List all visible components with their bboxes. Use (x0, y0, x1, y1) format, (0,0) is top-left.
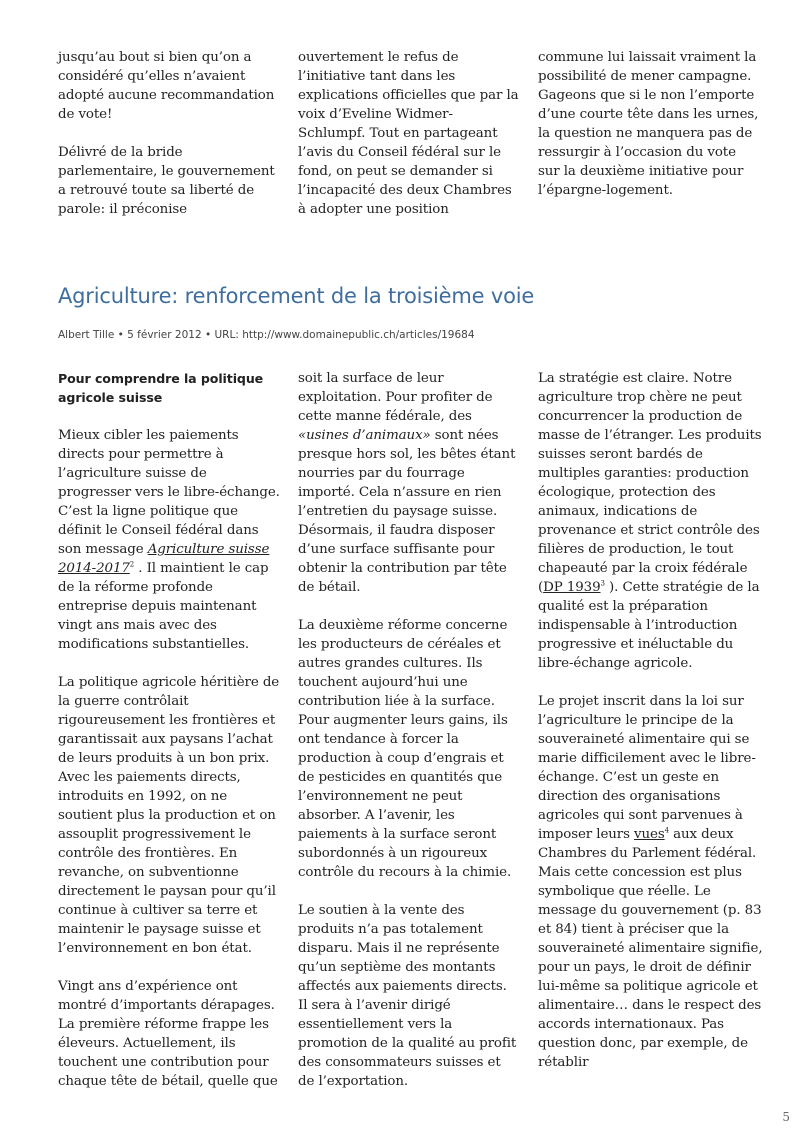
article-column-3 (538, 369, 764, 1072)
carryover-column-3 (538, 48, 760, 200)
article-title: Agriculture: renforcement de la troisième voie (58, 284, 535, 308)
page-number: 5 (782, 1110, 790, 1124)
article-column-2 (298, 369, 520, 1091)
carryover-column-2 (298, 48, 520, 219)
emphasis-text: «usines d’animaux» (298, 428, 431, 443)
article-paragraph: La politique agricole héritière de la guerre contrôlait rigoureusement les frontières et garantissait aux paysans l’achat de leurs produits à un bon prix. Avec les paiements directs, introduits en 1992, on ne soutient plus la production et on assouplit progressivement le contrôle des frontières. En revanche, on subventionne directement le paysan pour qu’il continue à cultiver sa terre et maintenir le paysage suisse et l’environnement en bon état. (58, 675, 280, 956)
carryover-paragraph: commune lui laissait vraiment la possibilité de mener campagne. Gageons que si le non l’emporte d’une courte tête dans les urnes, la question ne manquera pas de ressurgir à l’occasion du vote sur la deuxième initiative pour l’épargne-logement. (538, 50, 759, 198)
article-paragraph (58, 426, 280, 654)
carryover-column-1 (58, 48, 280, 219)
article-paragraph: Le soutien à la vente des produits n’a pas totalement disparu. Mais il ne représente qu’un septième des montants affectés aux paiements directs. Il sera à l’avenir dirigé essentiellement vers la promotion de la qualité au profit des consommateurs suisses et de l’exportation. (298, 903, 517, 1089)
article-paragraph (298, 369, 520, 597)
text-run: Le projet inscrit dans la loi sur l’agriculture le principe de la souveraineté alimentaire qui se marie difficilement avec le libre-échange. C’est un geste en direction des organisations agricoles qui sont parvenues à imposer leurs (538, 694, 756, 842)
article-column-1 (58, 369, 280, 1091)
carryover-paragraph: Délivré de la bride parlementaire, le gouvernement a retrouvé toute sa liberté de parole: il préconise (58, 145, 275, 217)
link-text: Agriculture suisse 2014-2017 (58, 542, 270, 576)
footnote-marker: 2 (129, 560, 135, 569)
text-run: Mieux cibler les paiements directs pour permettre à l’agriculture suisse de progresser vers le libre-échange. C’est la ligne politique que définit le Conseil fédéral dans son message (58, 428, 280, 557)
footnote-marker: 3 (600, 579, 605, 588)
article-paragraph (538, 692, 764, 1072)
carryover-paragraph: jusqu’au bout si bien qu’on a considéré qu’elles n’avaient adopté aucune recommandation de vote! (58, 50, 275, 122)
article-byline: Albert Tille • 5 février 2012 • URL: http://www.domainepublic.ch/articles/19684 (58, 329, 475, 341)
article-paragraph (538, 369, 764, 673)
text-run: La stratégie est claire. Notre agriculture trop chère ne peut concurrencer la production de masse de l’étranger. Les produits suisses seront bardés de multiples garanties: production écologique, protection des animaux, indications de provenance et strict contrôle des filières de production, le tout chapeauté par la croix fédérale ( (538, 371, 762, 595)
article-paragraph: Vingt ans d’expérience ont montré d’importants dérapages. La première réforme frappe les éleveurs. Actuellement, ils touchent une contribution pour chaque tête de bétail, quelle que (58, 979, 278, 1089)
text-run: soit la surface de leur exploitation. Pour profiter de cette manne fédérale, des (298, 371, 493, 424)
vues-link[interactable]: vues (634, 827, 665, 842)
dp-1939-link[interactable]: DP 1939 (543, 580, 601, 595)
footnote-marker: 4 (664, 826, 669, 835)
text-run: . Il maintient le cap de la réforme profonde entreprise depuis maintenant vingt ans mais avec des modifications substantielles. (58, 561, 269, 652)
section-subhead: Pour comprendre la politique agricole suisse (58, 371, 264, 405)
text-run: ). Cette stratégie de la qualité est la préparation indispensable à l’introduction progressive et inéluctable du libre-échange agricole. (538, 580, 760, 671)
carryover-paragraph: ouvertement le refus de l’initiative tant dans les explications officielles que par la voix d’Eveline Widmer-Schlumpf. Tout en partageant l’avis du Conseil fédéral sur le fond, on peut se demander si l’incapacité des deux Chambres à adopter une position (298, 50, 519, 217)
text-run: aux deux Chambres du Parlement fédéral. Mais cette concession est plus symbolique que réelle. Le message du gouvernement (p. 83 et 84) tient à préciser que la souveraineté alimentaire signifie, pour un pays, le droit de définir lui-même sa politique agricole et alimentaire… dans le respect des accords internationaux. Pas question donc, par exemple, de rétablir (538, 827, 763, 1070)
text-run: sont nées presque hors sol, les bêtes étant nourries par du fourrage importé. Cela n’assure en rien l’entretien du paysage suisse. Désormais, il faudra disposer d’une surface suffisante pour obtenir la contribution par tête de bétail. (298, 428, 516, 595)
article-paragraph: La deuxième réforme concerne les producteurs de céréales et autres grandes cultures. Ils touchent aujourd’hui une contribution liée à la surface. Pour augmenter leurs gains, ils ont tendance à forcer la production à coup d’engrais et de pesticides en quantités que l’environnement ne peut absorber. A l’avenir, les paiements à la surface seront subordonnés à un rigoureux contrôle du recours à la chimie. (298, 618, 512, 880)
